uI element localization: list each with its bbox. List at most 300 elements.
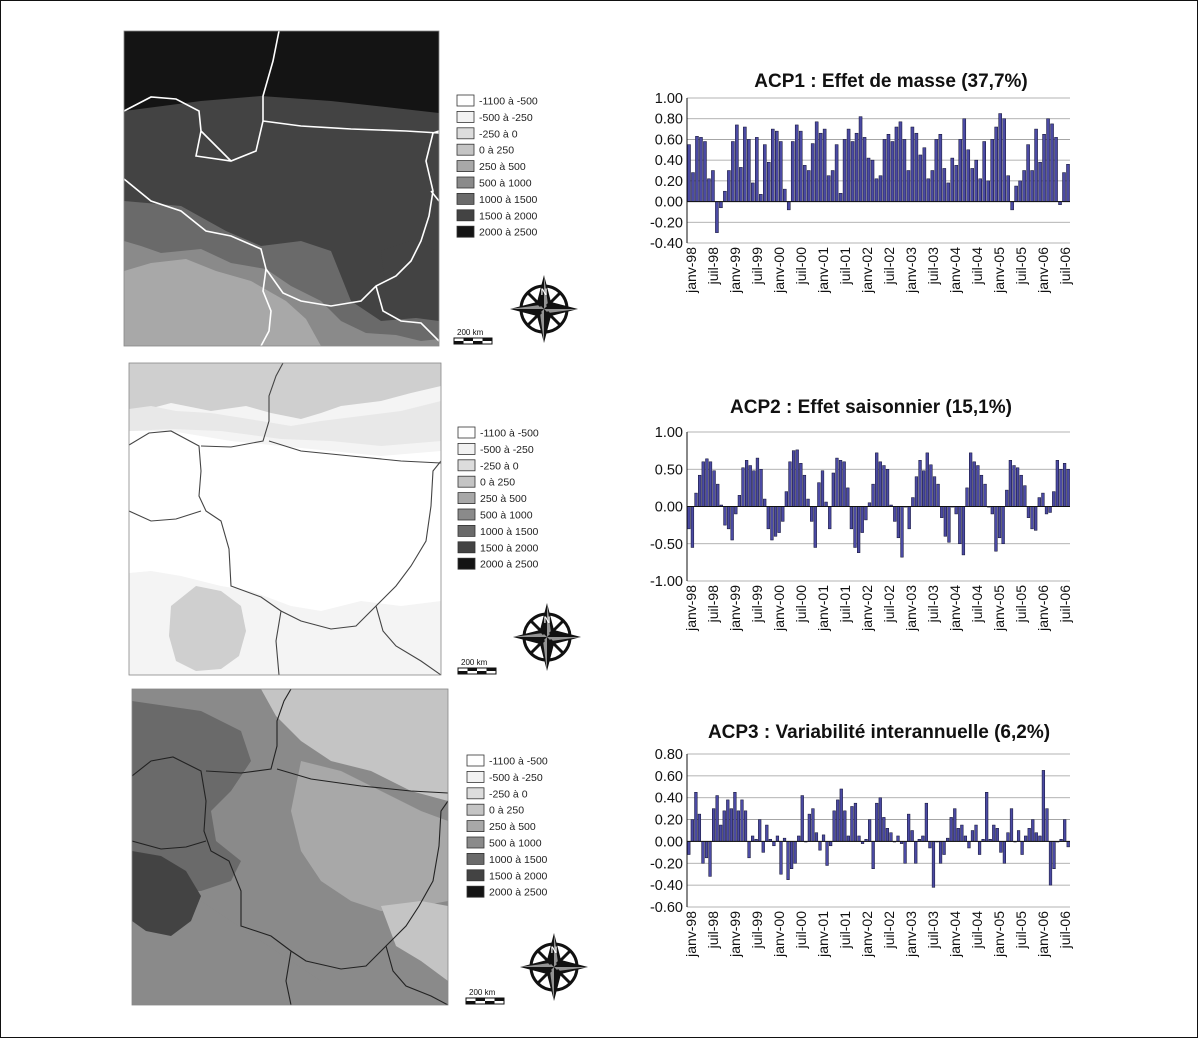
bar: [719, 202, 722, 208]
bar: [815, 833, 818, 842]
bar: [829, 841, 832, 845]
bar: [1028, 828, 1031, 841]
bar: [987, 181, 990, 202]
legend-2: [458, 427, 539, 571]
bar: [976, 466, 979, 507]
bar: [807, 171, 810, 202]
bar: [897, 507, 900, 538]
bar: [1017, 831, 1020, 842]
bar: [787, 841, 790, 879]
x-tick-label: janv-04: [947, 911, 963, 957]
bar: [935, 139, 938, 201]
compass-north-label: N: [550, 945, 558, 955]
bar: [1016, 468, 1019, 507]
legend-1: [457, 95, 538, 239]
bar: [839, 193, 842, 201]
bar: [751, 183, 754, 202]
scale-segment: [485, 1001, 495, 1004]
bar: [975, 160, 978, 201]
bar: [687, 841, 690, 854]
bar: [1034, 507, 1037, 531]
bar: [803, 165, 806, 201]
scale-segment: [483, 338, 493, 341]
bar: [903, 139, 906, 201]
bar: [1020, 475, 1023, 506]
bar: [978, 841, 981, 854]
bar: [1027, 507, 1030, 518]
bar: [715, 202, 718, 233]
bar: [833, 811, 836, 842]
bar: [790, 841, 793, 868]
legend-swatch: [457, 177, 474, 188]
bar: [719, 825, 722, 841]
legend-swatch: [457, 210, 474, 221]
bar: [703, 142, 706, 202]
legend-label: -1100 à -500: [489, 755, 548, 768]
bar: [1015, 186, 1018, 202]
scale-segment: [487, 668, 497, 671]
x-tick-label: janv-98: [683, 585, 699, 631]
compass-north-label: N: [540, 287, 548, 297]
x-tick-label: janv-01: [815, 911, 831, 957]
x-tick-label: janv-02: [859, 247, 875, 293]
x-tick-label: juil-06: [1057, 911, 1073, 949]
bar: [691, 820, 694, 842]
bar: [1027, 145, 1030, 202]
bar: [756, 458, 759, 506]
legend-label: -250 à 0: [479, 128, 518, 141]
bar: [919, 155, 922, 202]
bar: [687, 145, 690, 202]
bar: [908, 507, 911, 529]
legend-swatch: [458, 525, 475, 536]
bar: [851, 806, 854, 841]
bar: [1021, 841, 1024, 854]
map-1: [124, 31, 439, 346]
x-tick-label: juil-03: [925, 247, 941, 285]
legend-swatch: [458, 558, 475, 569]
bar: [864, 507, 867, 520]
bar: [711, 171, 714, 202]
bar: [706, 459, 709, 507]
bar: [1046, 809, 1049, 842]
legend-swatch: [457, 161, 474, 172]
bar: [819, 841, 822, 850]
bar: [1067, 469, 1070, 506]
y-tick-label: 0.00: [654, 499, 683, 516]
bar: [1010, 809, 1013, 842]
y-tick-label: 0.60: [654, 768, 683, 785]
bar: [923, 148, 926, 202]
bar: [795, 125, 798, 202]
bar: [958, 507, 961, 544]
bar: [1049, 841, 1052, 885]
bar: [979, 179, 982, 202]
legend-label: 250 à 500: [479, 161, 526, 174]
legend-swatch: [467, 804, 484, 815]
bar: [839, 460, 842, 506]
x-tick-label: juil-00: [793, 911, 809, 949]
y-tick-label: 0.60: [654, 132, 683, 149]
bar: [748, 841, 751, 857]
bar: [752, 471, 755, 507]
compass-icon: [520, 933, 588, 1001]
legend-swatch: [457, 144, 474, 155]
legend-swatch: [457, 226, 474, 237]
figure-canvas: [1, 1, 1199, 1039]
y-tick-label: -0.40: [649, 236, 683, 252]
bar: [871, 160, 874, 201]
bar: [687, 507, 690, 529]
bar: [854, 803, 857, 841]
bar: [867, 158, 870, 202]
legend-swatch: [458, 476, 475, 487]
bar: [797, 836, 800, 841]
bar: [819, 133, 822, 201]
legend-swatch: [467, 837, 484, 848]
legend-label: 0 à 250: [479, 144, 515, 157]
bar: [702, 841, 705, 863]
bar: [1007, 176, 1010, 202]
bar: [695, 792, 698, 841]
bar: [921, 836, 924, 841]
bar: [887, 134, 890, 201]
bar: [723, 191, 726, 201]
x-tick-label: janv-98: [683, 247, 699, 293]
bar: [758, 820, 761, 842]
bar: [872, 484, 875, 506]
x-tick-label: janv-01: [815, 585, 831, 631]
bar: [957, 828, 960, 841]
bar: [932, 841, 935, 887]
legend-swatch: [458, 460, 475, 471]
bar: [840, 789, 843, 841]
bar: [858, 836, 861, 841]
bar: [779, 142, 782, 202]
bar: [724, 507, 727, 526]
bar: [925, 803, 928, 841]
x-tick-label: janv-98: [683, 911, 699, 957]
legend-label: -250 à 0: [480, 460, 519, 473]
legend-label: -1100 à -500: [480, 427, 539, 440]
bar: [705, 841, 708, 857]
bar: [741, 800, 744, 842]
x-tick-label: janv-99: [727, 247, 743, 293]
bar: [1009, 460, 1012, 506]
bar: [944, 507, 947, 537]
bar: [1051, 124, 1054, 202]
bar: [872, 841, 875, 868]
bar: [854, 507, 857, 548]
x-tick-label: janv-03: [903, 247, 919, 293]
bar: [699, 137, 702, 201]
bar: [843, 139, 846, 201]
y-tick-label: 0.40: [654, 790, 683, 807]
bar: [886, 828, 889, 841]
bar: [883, 139, 886, 201]
legend-swatch: [457, 111, 474, 122]
bar: [966, 488, 969, 507]
bar: [773, 841, 776, 845]
bar: [1063, 173, 1066, 202]
bar: [1024, 836, 1027, 841]
bar: [709, 462, 712, 507]
bar: [691, 173, 694, 202]
bar: [879, 798, 882, 842]
bar: [907, 814, 910, 841]
bar: [1019, 181, 1022, 202]
bar: [767, 162, 770, 201]
legend-swatch: [458, 542, 475, 553]
bar: [767, 507, 770, 529]
bar: [734, 507, 737, 514]
chart-acp3: [650, 722, 1073, 958]
bar: [951, 158, 954, 202]
bar: [760, 469, 763, 506]
bar: [911, 831, 914, 842]
bar: [716, 484, 719, 506]
bar: [1013, 466, 1016, 507]
bar: [967, 150, 970, 202]
bar: [780, 841, 783, 874]
bar: [911, 127, 914, 202]
y-tick-label: -0.40: [649, 878, 683, 895]
chart-title: ACP3 : Variabilité interannuelle (6,2%): [707, 722, 1051, 743]
x-tick-label: janv-04: [947, 585, 963, 631]
legend-label: 1000 à 1500: [479, 193, 538, 206]
bar: [947, 183, 950, 202]
legend-swatch: [458, 443, 475, 454]
legend-label: 500 à 1000: [489, 837, 542, 850]
legend-swatch: [467, 853, 484, 864]
y-tick-label: -0.50: [649, 536, 683, 553]
scale-segment: [464, 338, 474, 341]
bar: [901, 507, 904, 558]
bar: [937, 484, 940, 506]
bar: [939, 841, 942, 863]
bar: [1039, 162, 1042, 201]
bar: [969, 453, 972, 507]
bar: [959, 139, 962, 201]
bar: [787, 202, 790, 210]
bar: [999, 114, 1002, 202]
bar: [691, 507, 694, 548]
bar: [992, 825, 995, 841]
bar: [857, 507, 860, 553]
legend-label: 250 à 500: [489, 821, 536, 834]
bar: [776, 836, 779, 841]
bar: [875, 453, 878, 507]
bar: [859, 117, 862, 202]
bar: [893, 507, 896, 522]
legend-label: -500 à -250: [479, 111, 533, 124]
x-tick-label: juil-02: [881, 585, 897, 623]
bar: [731, 142, 734, 202]
x-tick-label: juil-00: [793, 585, 809, 623]
bar: [709, 841, 712, 876]
bar: [963, 119, 966, 202]
bar: [774, 507, 777, 537]
scale-segment: [495, 998, 505, 1001]
bar: [801, 796, 804, 842]
bar: [943, 841, 946, 854]
y-tick-label: 1.00: [654, 91, 683, 107]
x-tick-label: juil-01: [837, 911, 853, 949]
bar: [973, 462, 976, 507]
x-tick-label: janv-06: [1035, 247, 1051, 293]
bar: [713, 471, 716, 507]
bar: [1011, 202, 1014, 210]
x-tick-label: janv-00: [771, 247, 787, 293]
bar: [847, 836, 850, 841]
bar: [897, 836, 900, 841]
legend-3: [467, 755, 548, 899]
bar: [879, 176, 882, 202]
bar: [716, 796, 719, 842]
bar: [822, 835, 825, 842]
bar: [875, 179, 878, 202]
legend-swatch: [457, 95, 474, 106]
bar: [737, 811, 740, 842]
bar: [1031, 820, 1034, 842]
bar: [742, 468, 745, 507]
bar: [1038, 498, 1041, 507]
legend-label: 0 à 250: [480, 476, 516, 489]
bar: [765, 825, 768, 841]
x-tick-label: juil-01: [837, 247, 853, 285]
bar: [1035, 833, 1038, 842]
bar: [792, 451, 795, 507]
y-tick-label: 0.40: [654, 153, 683, 170]
bar: [781, 507, 784, 522]
legend-swatch: [467, 788, 484, 799]
y-tick-label: -0.60: [649, 900, 683, 916]
bar: [843, 811, 846, 842]
bar: [1063, 820, 1066, 842]
legend-swatch: [457, 193, 474, 204]
bar: [738, 495, 741, 506]
x-tick-label: juil-03: [925, 585, 941, 623]
bar: [723, 811, 726, 842]
compass-icon: [513, 603, 581, 671]
y-tick-label: 0.50: [654, 462, 683, 479]
scale-segment: [476, 998, 486, 1001]
bar: [1063, 463, 1066, 506]
x-tick-label: janv-05: [991, 911, 1007, 957]
scale-segment: [454, 341, 464, 344]
bar: [1056, 460, 1059, 506]
bar: [985, 792, 988, 841]
y-tick-label: 0.00: [654, 194, 683, 211]
bar: [695, 136, 698, 201]
bar: [855, 133, 858, 201]
bar: [803, 475, 806, 506]
bar: [991, 507, 994, 514]
x-tick-label: janv-99: [727, 911, 743, 957]
bar: [799, 131, 802, 201]
bar: [975, 825, 978, 841]
chart-title: ACP2 : Effet saisonnier (15,1%): [730, 397, 1012, 418]
bar: [818, 483, 821, 507]
x-tick-label: juil-06: [1057, 247, 1073, 285]
scale-segment: [458, 671, 468, 674]
scale-segment: [473, 341, 483, 344]
bar: [1039, 836, 1042, 841]
x-tick-label: juil-98: [705, 911, 721, 949]
bar: [948, 507, 951, 543]
bar: [895, 127, 898, 202]
bar: [1003, 119, 1006, 202]
bar: [734, 792, 737, 841]
y-tick-label: -0.20: [649, 215, 683, 232]
x-tick-label: janv-06: [1035, 911, 1051, 957]
bar: [771, 129, 774, 202]
bar: [915, 133, 918, 201]
bar: [755, 137, 758, 201]
bar: [731, 507, 734, 541]
bar: [763, 499, 766, 506]
scale-segment: [468, 668, 478, 671]
legend-swatch: [458, 427, 475, 438]
bar: [891, 142, 894, 202]
legend-label: 1500 à 2000: [480, 542, 539, 555]
x-tick-label: juil-04: [969, 911, 985, 949]
bar: [926, 453, 929, 507]
bar: [739, 167, 742, 201]
x-tick-label: juil-05: [1013, 911, 1029, 949]
legend-swatch: [467, 771, 484, 782]
bar: [1007, 833, 1010, 842]
bar: [1035, 129, 1038, 202]
legend-swatch: [457, 128, 474, 139]
bar: [807, 499, 810, 506]
bar: [727, 171, 730, 202]
chart-acp1: [650, 71, 1073, 294]
bar: [747, 139, 750, 201]
bar: [1000, 841, 1003, 852]
bar: [968, 841, 971, 848]
bar: [811, 144, 814, 202]
bar: [991, 139, 994, 201]
bar: [971, 831, 974, 842]
legend-swatch: [467, 870, 484, 881]
scale-bar: [454, 328, 492, 344]
y-tick-label: 0.20: [654, 173, 683, 190]
bar: [953, 809, 956, 842]
bar: [783, 189, 786, 201]
legend-label: 500 à 1000: [479, 177, 532, 190]
bar: [825, 502, 828, 506]
bar: [995, 507, 998, 552]
bar: [1031, 171, 1034, 202]
bar: [1052, 492, 1055, 507]
x-tick-label: juil-06: [1057, 585, 1073, 623]
bar: [1047, 119, 1050, 202]
bar: [927, 179, 930, 202]
legends: [457, 95, 548, 899]
bar: [763, 145, 766, 202]
legend-swatch: [467, 821, 484, 832]
x-tick-label: janv-04: [947, 247, 963, 293]
bar: [799, 463, 802, 506]
bar: [1042, 493, 1045, 506]
scale-bar: [466, 988, 504, 1004]
chart-title: ACP1 : Effet de masse (37,7%): [754, 71, 1028, 92]
x-tick-label: juil-98: [705, 585, 721, 623]
bar: [980, 475, 983, 506]
scale-segment: [466, 1001, 476, 1004]
bar: [762, 841, 765, 852]
